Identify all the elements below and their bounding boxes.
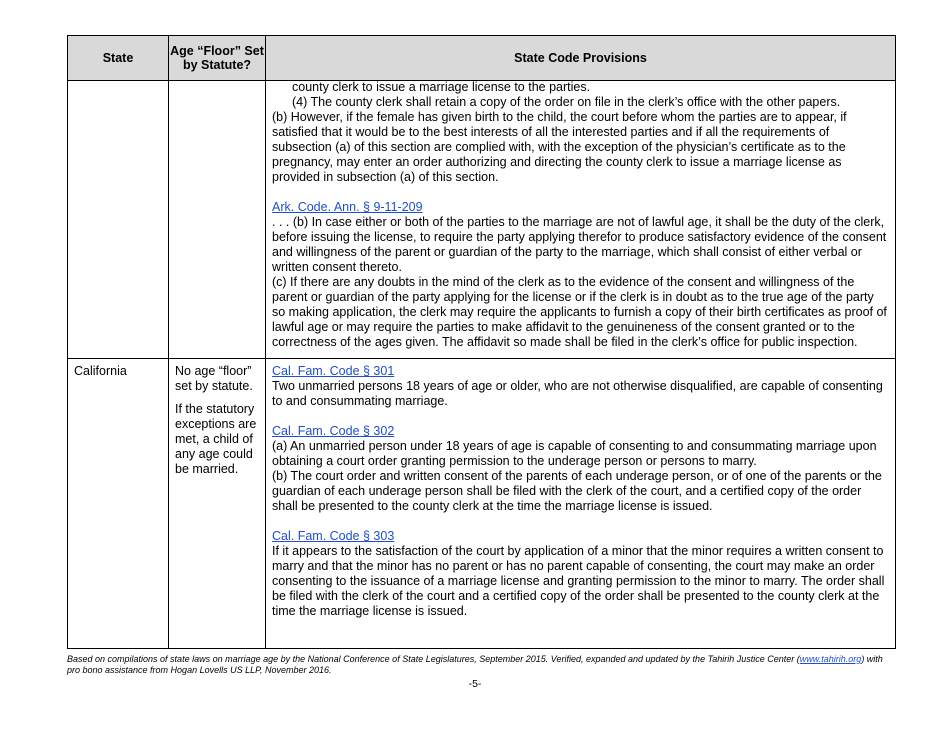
statute-citation-link[interactable]: Cal. Fam. Code § 301: [272, 364, 395, 378]
statute-text: (b) The court order and written consent of the parents of each underage person, or of one of the parents or the guardian of each underage person shall be filed with the clerk of the court, and a certified copy of the order shall be presented to the county clerk at the time the marriage license is issued.: [272, 469, 882, 513]
citation-line: [272, 200, 888, 215]
header-state: State: [102, 51, 134, 65]
statute-text: (c) If there are any doubts in the mind of the clerk as to the evidence of the consent and willingness of the parent or guardian of the party applying for the license or if the clerk is in doubt as to the true age of the party so making application, the clerk may require the applicants to furnish a copy of their birth certificates as proof of lawful age or may require the parties to make affidavit to the genuineness of the consent granted or to the correctness of the ages given. The affidavit so made shall be filed in the clerk’s office for public inspection.: [272, 275, 887, 349]
tahirih-link[interactable]: www.tahirih.org: [799, 654, 862, 664]
header-age-floor: Age “Floor” Set by Statute?: [170, 44, 264, 72]
header-provisions: State Code Provisions: [514, 51, 647, 65]
statute-text: (a) An unmarried person under 18 years of age is capable of consenting to and consummating marriage upon obtaining a court order granting permission to the underage person or persons to marry.: [272, 439, 877, 468]
row-divider: [68, 358, 895, 359]
citation-line: [272, 529, 888, 544]
row-1-provisions: [272, 364, 888, 619]
statute-text: . . . (b) In case either or both of the parties to the marriage are not of lawful age, it shall be the duty of the clerk, before issuing the license, to require the party applying therefor to produce satisfactory evidence of the consent and willingness of the parent or guardian of the party to the marriage, which shall consist of either verbal or written consent thereto.: [272, 215, 887, 274]
statute-text: Two unmarried persons 18 years of age or older, who are not otherwise disqualified, are capable of consenting to and consummating marriage.: [272, 379, 883, 408]
statute-text: (b) However, if the female has given birth to the child, the court before whom the parties are to appear, if satisfied that it would be to the best interests of all the interested parties and if all the requirements of subsection (a) of this section are complied with, with the exception of the physician’s certificate as to the pregnancy, may enter an order authorizing and directing the county clerk to issue a marriage license as provided in subsection (a) of this section.: [272, 110, 847, 184]
paragraph-spacer: [272, 185, 888, 200]
statute-text: If it appears to the satisfaction of the court by application of a minor that the minor requires a written consent to marry and that the minor has no parent or has no parent capable of consenting, the court may make an order consenting to the issuance of a marriage license and granting permission to the minor to marry. The order shall be filed with the clerk of the court and a certified copy of the order shall be presented to the county clerk at the time the marriage license is issued.: [272, 544, 885, 618]
statute-citation-link[interactable]: Ark. Code. Ann. § 9-11-209: [272, 200, 423, 214]
row-0-provisions: [272, 80, 888, 350]
citation-line: [272, 364, 888, 379]
citation-line: [272, 424, 888, 439]
page-number: -5-: [468, 678, 482, 690]
paragraph-spacer: [272, 514, 888, 529]
statute-text: county clerk to issue a marriage license to the parties.: [292, 80, 591, 94]
column-divider: [168, 36, 169, 648]
age-floor-exception: If the statutory exceptions are met, a child of any age could be married.: [175, 402, 257, 476]
row-1-state: California: [74, 364, 127, 378]
footnote-text-before: Based on compilations of state laws on marriage age by the National Conference of State Legislatures, September 2015. Verified, expanded and updated by the Tahirih Justice Center (: [67, 654, 800, 664]
age-floor-statement: No age “floor” set by statute.: [175, 364, 253, 393]
table-header: [68, 36, 895, 81]
footnote: [67, 654, 896, 676]
column-divider: [265, 36, 266, 648]
row-1-age-floor: [175, 364, 263, 477]
marriage-age-table: [67, 35, 896, 649]
footnote-text-after: ) with pro bono assistance from Hogan Lovells US LLP, November 2016.: [67, 654, 883, 675]
statute-citation-link[interactable]: Cal. Fam. Code § 302: [272, 424, 395, 438]
paragraph-spacer: [272, 409, 888, 424]
statute-text: (4) The county clerk shall retain a copy of the order on file in the clerk’s office with the other papers.: [292, 95, 841, 109]
statute-citation-link[interactable]: Cal. Fam. Code § 303: [272, 529, 395, 543]
